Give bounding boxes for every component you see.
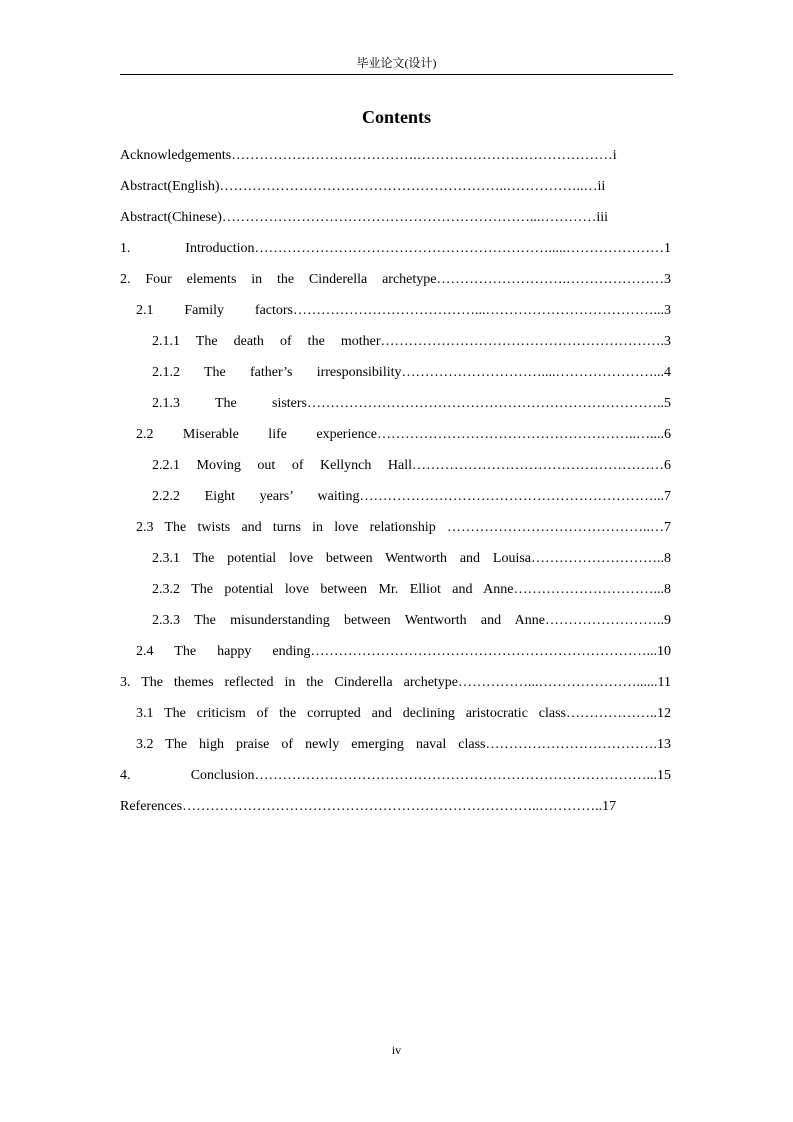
toc-entry-acknowledgements[interactable] (0, 140, 793, 171)
toc-entry-text: 2.2.2 Eight years’ waiting………………………………………………………...7 (152, 489, 671, 504)
toc-entry-2-2-2[interactable] (0, 481, 793, 512)
toc-entry-2-3-2[interactable] (0, 574, 793, 605)
toc-entry-abstract-english[interactable] (0, 171, 793, 202)
toc-entry-3-1[interactable] (0, 698, 793, 729)
toc-title: Contents (361, 107, 431, 127)
table-of-contents (0, 140, 793, 822)
toc-entry-2-3-1[interactable] (0, 543, 793, 574)
toc-entry-2-3[interactable] (0, 512, 793, 543)
toc-entry-text: Abstract(Chinese)…………………………………………………………...…………iii (120, 210, 609, 225)
toc-entry-text: 3.1 The criticism of the corrupted and declining aristocratic class………………..12 (136, 706, 671, 721)
toc-entry-text: Abstract(English)……………………………………………………..……………..…ii (120, 179, 606, 194)
toc-entry-text: 3. The themes reflected in the Cinderella archetype……………...…………………......11 (120, 675, 671, 690)
toc-entry-text: 2.1 Family factors…………………………………...………………………………...3 (136, 303, 671, 318)
toc-entry-text: 2.2.1 Moving out of Kellynch Hall………………………………………………6 (152, 458, 671, 473)
toc-entry-2-1-3[interactable] (0, 388, 793, 419)
page-number: iv (391, 1043, 402, 1057)
toc-entry-2-2[interactable] (0, 419, 793, 450)
toc-entry-text: 2.1.2 The father’s irresponsibility…………………………....…………………...4 (152, 365, 671, 380)
toc-entry-text: 1. Introduction……………………………………………………….....…………………1 (120, 241, 671, 256)
toc-entry-text: 2.2 Miserable life experience………………………………………………..…....6 (136, 427, 671, 442)
toc-entry-2-4[interactable] (0, 636, 793, 667)
toc-entry-2-1-2[interactable] (0, 357, 793, 388)
toc-entry-text: 4. Conclusion…………………………………………………………………………...15 (120, 768, 671, 783)
toc-entry-conclusion[interactable] (0, 760, 793, 791)
toc-entry-text: 2.3.1 The potential love between Wentworth and Louisa………………………..8 (152, 551, 671, 566)
header-rule (120, 74, 673, 75)
toc-entry-text: Acknowledgements………………………………….……………………………………i (120, 148, 617, 163)
toc-entry-text: 3.2 The high praise of newly emerging naval class……………………………….13 (136, 737, 671, 752)
toc-entry-text: 2. Four elements in the Cinderella archetype……………………….…………………3 (120, 272, 671, 287)
toc-entry-text: 2.4 The happy ending………………………………………………………………...10 (136, 644, 671, 659)
toc-entry-2-3-3[interactable] (0, 605, 793, 636)
toc-entry-2-1[interactable] (0, 295, 793, 326)
toc-entry-chapter-3[interactable] (0, 667, 793, 698)
toc-entry-text: 2.3 The twists and turns in love relationship ……………………………………..…7 (136, 520, 671, 535)
toc-entry-2-1-1[interactable] (0, 326, 793, 357)
toc-entry-chapter-2[interactable] (0, 264, 793, 295)
toc-entry-text: 2.3.3 The misunderstanding between Wentworth and Anne……………………..9 (152, 613, 671, 628)
toc-entry-introduction[interactable] (0, 233, 793, 264)
toc-entry-text: References…………………………………………………………………..…………..17 (120, 799, 617, 814)
running-header: 毕业论文(设计) (356, 56, 437, 70)
toc-entry-2-2-1[interactable] (0, 450, 793, 481)
toc-entry-text: 2.1.3 The sisters…………………………………………………………………..5 (152, 396, 671, 411)
toc-entry-abstract-chinese[interactable] (0, 202, 793, 233)
toc-entry-3-2[interactable] (0, 729, 793, 760)
toc-entry-references[interactable] (0, 791, 793, 822)
toc-entry-text: 2.3.2 The potential love between Mr. Elliot and Anne…………………………...8 (152, 582, 671, 597)
toc-entry-text: 2.1.1 The death of the mother…………………………………………………….3 (152, 334, 671, 349)
